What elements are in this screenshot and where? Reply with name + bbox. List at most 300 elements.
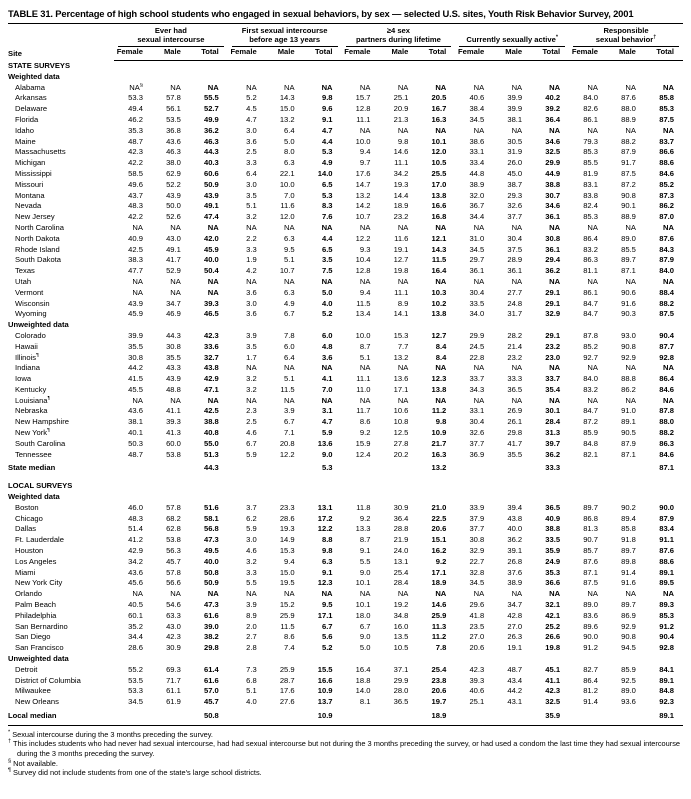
- value-cell: NA: [663, 276, 674, 286]
- value-cell: 92.8: [659, 643, 674, 653]
- group-label-line2: sexual intercourse: [137, 34, 205, 44]
- value-cell: 12.8: [355, 266, 371, 276]
- value-cell: 57.0: [203, 686, 219, 696]
- value-cell: 10.0: [355, 330, 371, 340]
- value-cell: 15.9: [355, 438, 371, 448]
- site-cell: District of Columbia: [15, 675, 81, 685]
- value-cell: 53.8: [166, 449, 181, 459]
- table-row: [8, 697, 683, 708]
- value-cell: 15.3: [279, 546, 295, 556]
- value-cell: 42.9: [128, 546, 143, 556]
- value-cell: 37.7: [469, 438, 485, 448]
- value-cell: 32.9: [545, 309, 561, 319]
- value-cell: 45.9: [203, 244, 219, 254]
- group-label-line2: Currently sexually active: [466, 34, 556, 44]
- value-cell: 12.3: [431, 374, 447, 384]
- value-cell: 16.8: [431, 212, 447, 222]
- value-cell: 43.6: [166, 136, 181, 146]
- value-cell: 27.8: [393, 438, 409, 448]
- value-cell: 7.7: [397, 341, 409, 351]
- value-cell: 27.6: [279, 697, 295, 707]
- value-cell: NA: [511, 363, 523, 373]
- value-cell: 87.6: [659, 546, 674, 556]
- value-cell: 6.7: [284, 417, 295, 427]
- value-cell: 37.1: [393, 664, 409, 674]
- value-cell: 29.9: [545, 158, 561, 168]
- value-cell: NA: [435, 125, 447, 135]
- value-cell: 38.8: [545, 524, 561, 534]
- value-cell: NA: [549, 276, 561, 286]
- site-cell: Louisiana¶: [15, 395, 51, 405]
- value-cell: NA: [207, 276, 219, 286]
- value-cell: 33.7: [469, 374, 485, 384]
- value-cell: 89.1: [659, 675, 674, 685]
- value-cell: 53.3: [128, 686, 143, 696]
- table-row: [8, 331, 683, 342]
- value-cell: 43.0: [166, 233, 181, 243]
- value-cell: 81.1: [583, 266, 598, 276]
- table-row: [8, 611, 683, 622]
- col-site: Site: [8, 48, 22, 58]
- site-cell: Local median: [8, 708, 114, 725]
- value-cell: 43.6: [128, 567, 143, 577]
- table-row: [8, 158, 683, 169]
- value-cell: 26.3: [507, 632, 523, 642]
- value-cell: 90.5: [621, 428, 636, 438]
- value-cell: 88.2: [659, 298, 674, 308]
- footnote-marker: ¶: [8, 767, 11, 774]
- median-row: [8, 460, 683, 476]
- value-cell: 10.3: [431, 287, 447, 297]
- value-cell: 38.9: [507, 578, 523, 588]
- value-cell: 42.5: [128, 244, 143, 254]
- value-cell: NA: [625, 222, 636, 232]
- value-cell: 28.2: [507, 330, 523, 340]
- value-cell: 89.7: [583, 502, 598, 512]
- value-cell: NA: [397, 82, 409, 92]
- value-cell: 85.3: [583, 147, 598, 157]
- value-cell: 55.0: [203, 438, 219, 448]
- value-cell: 25.9: [279, 664, 295, 674]
- value-cell: 30.4: [469, 417, 485, 427]
- value-cell: 19.2: [393, 600, 409, 610]
- value-cell: 43.4: [507, 675, 523, 685]
- value-cell: 35.2: [128, 621, 143, 631]
- value-cell: 48.3: [128, 513, 143, 523]
- value-cell: NA: [321, 363, 333, 373]
- value-cell: 2.5: [246, 417, 257, 427]
- value-cell: 85.8: [621, 524, 636, 534]
- value-cell: 34.3: [469, 384, 485, 394]
- value-cell: 93.6: [621, 697, 636, 707]
- site-cell: Chicago: [15, 513, 43, 523]
- value-cell: 36.5: [545, 502, 561, 512]
- value-cell: 84.7: [583, 406, 598, 416]
- value-cell: 49.1: [203, 201, 219, 211]
- section-label: LOCAL SURVEYS: [8, 481, 73, 491]
- value-cell: 41.8: [469, 610, 485, 620]
- value-cell: 33.7: [545, 374, 561, 384]
- group-header-row: [8, 24, 683, 47]
- value-cell: 8.6: [284, 632, 295, 642]
- value-cell: 3.5: [246, 190, 257, 200]
- col-total: Total: [417, 47, 455, 60]
- value-cell: 41.2: [128, 535, 143, 545]
- value-cell: 34.7: [166, 298, 181, 308]
- value-cell: NA§: [129, 82, 143, 92]
- value-cell: 43.6: [128, 406, 143, 416]
- value-cell: 39.9: [507, 104, 523, 114]
- footnote-marker: §: [8, 758, 12, 765]
- value-cell: NA: [473, 125, 485, 135]
- value-cell: 40.8: [203, 428, 219, 438]
- value-cell: NA: [511, 395, 523, 405]
- value-cell: 39.7: [545, 438, 561, 448]
- value-cell: 7.8: [435, 643, 447, 653]
- value-cell: 91.2: [583, 643, 598, 653]
- value-cell: 4.4: [321, 233, 333, 243]
- value-cell: 14.3: [279, 93, 295, 103]
- value-cell: 39.0: [203, 621, 219, 631]
- value-cell: NA: [663, 82, 674, 92]
- site-cell: Philadelphia: [15, 610, 57, 620]
- value-cell: 84.8: [659, 686, 674, 696]
- value-cell: 33.9: [469, 502, 485, 512]
- value-cell: 84.8: [583, 438, 598, 448]
- table-row: [8, 450, 683, 461]
- value-cell: 87.9: [659, 255, 674, 265]
- value-cell: 85.2: [583, 341, 598, 351]
- value-cell: 86.1: [583, 114, 598, 124]
- value-cell: 85.7: [583, 546, 598, 556]
- value-cell: 31.7: [507, 309, 523, 319]
- value-cell: 11.6: [394, 233, 409, 243]
- value-cell: 5.2: [321, 643, 333, 653]
- value-cell: 44.2: [128, 363, 143, 373]
- site-cell: Mississippi: [15, 168, 52, 178]
- value-cell: 36.1: [507, 266, 523, 276]
- value-cell: 16.2: [431, 546, 447, 556]
- value-cell: 50.8: [190, 708, 228, 725]
- table-row: [8, 223, 683, 234]
- value-cell: 26.6: [545, 632, 561, 642]
- value-cell: 19.1: [507, 643, 523, 653]
- value-cell: 92.8: [659, 352, 674, 362]
- value-cell: [379, 708, 417, 725]
- value-cell: 4.0: [321, 298, 333, 308]
- value-cell: 5.2: [321, 309, 333, 319]
- value-cell: NA: [397, 363, 409, 373]
- value-cell: NA: [587, 276, 598, 286]
- table-row: [8, 643, 683, 654]
- value-cell: 13.7: [317, 697, 333, 707]
- site-cell: Montana: [15, 190, 45, 200]
- value-cell: 35.4: [545, 384, 561, 394]
- value-cell: 42.2: [128, 158, 143, 168]
- value-cell: 88.0: [621, 104, 636, 114]
- value-cell: NA: [207, 222, 219, 232]
- value-cell: 15.7: [355, 93, 371, 103]
- footnote-marker: ¶: [47, 428, 51, 434]
- value-cell: 55.5: [203, 93, 219, 103]
- value-cell: 25.2: [545, 621, 561, 631]
- value-cell: 87.9: [659, 513, 674, 523]
- value-cell: 27.0: [507, 621, 523, 631]
- value-cell: 83.2: [583, 384, 598, 394]
- value-cell: 2.8: [246, 643, 257, 653]
- value-cell: 89.4: [621, 513, 636, 523]
- value-cell: 3.2: [246, 374, 257, 384]
- value-cell: 34.5: [469, 244, 485, 254]
- site-cell: South Dakota: [15, 255, 62, 265]
- site-cell: Miami: [15, 567, 36, 577]
- value-cell: 40.9: [545, 513, 561, 523]
- value-cell: 87.5: [659, 114, 674, 124]
- site-cell: Palm Beach: [15, 600, 56, 610]
- value-cell: 21.7: [431, 438, 447, 448]
- value-cell: 11.6: [280, 201, 295, 211]
- value-cell: 11.1: [394, 158, 409, 168]
- value-cell: 84.6: [659, 168, 674, 178]
- value-cell: 82.1: [583, 449, 598, 459]
- value-cell: 11.2: [431, 406, 447, 416]
- value-cell: 3.1: [321, 406, 333, 416]
- value-cell: 31.9: [507, 147, 523, 157]
- value-cell: 10.5: [393, 643, 409, 653]
- value-cell: 44.9: [545, 168, 561, 178]
- value-cell: 61.4: [203, 664, 219, 674]
- table-row: [8, 277, 683, 288]
- value-cell: 6.2: [246, 513, 257, 523]
- value-cell: 50.4: [203, 266, 219, 276]
- value-cell: 4.1: [321, 374, 333, 384]
- value-cell: [379, 460, 417, 476]
- value-cell: 9.2: [359, 513, 371, 523]
- value-cell: 15.0: [279, 567, 295, 577]
- value-cell: 88.6: [659, 158, 674, 168]
- value-cell: 5.0: [284, 136, 295, 146]
- value-cell: 10.5: [431, 158, 447, 168]
- table-row: [8, 299, 683, 310]
- value-cell: 25.4: [393, 567, 409, 577]
- value-cell: 16.4: [355, 664, 371, 674]
- value-cell: 81.3: [583, 524, 598, 534]
- value-cell: NA: [170, 287, 181, 297]
- value-cell: 18.8: [355, 675, 371, 685]
- value-cell: 92.3: [659, 697, 674, 707]
- col-female: Female: [228, 47, 266, 60]
- value-cell: 89.1: [621, 417, 636, 427]
- value-cell: [114, 708, 152, 725]
- value-cell: 8.4: [435, 341, 447, 351]
- value-cell: 12.0: [279, 212, 295, 222]
- value-cell: 90.8: [621, 632, 636, 642]
- value-cell: NA: [435, 395, 447, 405]
- value-cell: 35.3: [128, 125, 143, 135]
- value-cell: 48.7: [128, 136, 143, 146]
- value-cell: 87.6: [621, 93, 636, 103]
- value-cell: NA: [321, 276, 333, 286]
- value-cell: 49.5: [203, 546, 219, 556]
- value-cell: 44.8: [469, 168, 485, 178]
- value-cell: 37.7: [507, 212, 523, 222]
- value-cell: 36.2: [507, 535, 523, 545]
- value-cell: 90.4: [659, 632, 674, 642]
- value-cell: 53.5: [166, 114, 181, 124]
- site-cell: Alabama: [15, 82, 45, 92]
- value-cell: 38.9: [469, 179, 485, 189]
- value-cell: 39.3: [469, 675, 485, 685]
- table-row: [8, 428, 683, 439]
- value-cell: 41.3: [166, 428, 181, 438]
- value-cell: 85.3: [659, 104, 674, 114]
- value-cell: NA: [207, 589, 219, 599]
- col-total: Total: [304, 47, 342, 60]
- value-cell: 9.8: [321, 93, 333, 103]
- value-cell: 29.8: [203, 643, 219, 653]
- value-cell: 91.7: [621, 158, 636, 168]
- value-cell: 20.2: [393, 449, 409, 459]
- value-cell: 6.0: [321, 330, 333, 340]
- value-cell: 50.0: [166, 201, 181, 211]
- value-cell: 9.0: [359, 632, 371, 642]
- value-cell: NA: [625, 82, 636, 92]
- value-cell: 87.3: [659, 190, 674, 200]
- value-cell: 46.9: [166, 309, 181, 319]
- median-row: [8, 708, 683, 725]
- value-cell: 6.5: [321, 244, 333, 254]
- value-cell: 11.7: [356, 406, 371, 416]
- value-cell: 45.5: [128, 384, 143, 394]
- value-cell: 62.8: [166, 524, 181, 534]
- value-cell: 91.4: [583, 697, 598, 707]
- value-cell: 34.5: [469, 578, 485, 588]
- value-cell: 49.9: [203, 114, 219, 124]
- value-cell: NA: [321, 222, 333, 232]
- value-cell: 39.9: [507, 93, 523, 103]
- value-cell: 89.7: [621, 600, 636, 610]
- value-cell: 36.8: [166, 125, 181, 135]
- value-cell: 83.4: [659, 524, 674, 534]
- section-label: STATE SURVEYS: [8, 60, 71, 70]
- value-cell: 3.9: [246, 600, 257, 610]
- value-cell: 35.5: [166, 352, 181, 362]
- table-row: [8, 600, 683, 611]
- value-cell: NA: [397, 125, 409, 135]
- value-cell: 5.1: [246, 201, 257, 211]
- value-cell: NA: [132, 276, 143, 286]
- value-cell: 9.2: [435, 556, 447, 566]
- value-cell: 13.2: [279, 114, 295, 124]
- value-cell: 87.6: [583, 556, 598, 566]
- col-group-before-age-13: [228, 24, 342, 47]
- value-cell: 91.0: [621, 406, 636, 416]
- value-cell: 14.2: [355, 201, 371, 211]
- site-cell: San Diego: [15, 632, 51, 642]
- value-cell: NA: [284, 82, 295, 92]
- value-cell: 91.4: [621, 567, 636, 577]
- value-cell: 10.6: [393, 406, 409, 416]
- value-cell: 8.0: [284, 147, 295, 157]
- value-cell: 85.8: [659, 93, 674, 103]
- value-cell: 13.3: [355, 524, 371, 534]
- value-cell: 87.1: [621, 449, 636, 459]
- value-cell: 25.1: [393, 93, 409, 103]
- value-cell: 4.8: [321, 341, 333, 351]
- value-cell: 23.8: [431, 675, 447, 685]
- value-cell: 19.3: [279, 524, 295, 534]
- value-cell: 84.3: [659, 244, 674, 254]
- value-cell: 22.5: [431, 513, 447, 523]
- value-cell: 13.2: [355, 190, 371, 200]
- site-cell: Los Angeles: [15, 556, 57, 566]
- table-row: [8, 363, 683, 374]
- table-row: [8, 417, 683, 428]
- footnotes: [8, 730, 683, 778]
- value-cell: 39.4: [507, 502, 523, 512]
- value-cell: 45.0: [507, 168, 523, 178]
- value-cell: 4.7: [246, 114, 257, 124]
- value-cell: 21.9: [393, 535, 409, 545]
- value-cell: 34.2: [128, 556, 143, 566]
- value-cell: 40.6: [469, 93, 485, 103]
- value-cell: NA: [435, 589, 447, 599]
- col-female: Female: [569, 47, 607, 60]
- value-cell: NA: [397, 276, 409, 286]
- value-cell: 49.4: [128, 104, 143, 114]
- value-cell: 83.1: [583, 179, 598, 189]
- value-cell: 16.7: [431, 104, 447, 114]
- value-cell: NA: [435, 363, 447, 373]
- value-cell: 84.0: [583, 374, 598, 384]
- value-cell: NA: [207, 287, 219, 297]
- value-cell: 10.0: [355, 136, 371, 146]
- value-cell: 7.3: [246, 664, 257, 674]
- value-cell: 20.6: [431, 686, 447, 696]
- value-cell: 7.5: [321, 266, 333, 276]
- value-cell: 11.8: [356, 502, 371, 512]
- value-cell: 15.0: [279, 104, 295, 114]
- value-cell: 30.9: [393, 502, 409, 512]
- table-row: [8, 503, 683, 514]
- value-cell: 45.6: [128, 578, 143, 588]
- value-cell: 42.9: [203, 374, 219, 384]
- value-cell: 88.8: [621, 374, 636, 384]
- value-cell: 30.8: [545, 233, 561, 243]
- value-cell: 44.3: [203, 147, 219, 157]
- col-group-4plus-partners: [342, 24, 456, 47]
- value-cell: 87.2: [621, 179, 636, 189]
- value-cell: 87.2: [583, 417, 598, 427]
- value-cell: 8.7: [359, 341, 371, 351]
- value-cell: 85.3: [583, 212, 598, 222]
- value-cell: 83.2: [583, 244, 598, 254]
- value-cell: NA: [549, 82, 561, 92]
- value-cell: 42.3: [166, 632, 181, 642]
- value-cell: 24.0: [393, 546, 409, 556]
- value-cell: 89.3: [659, 600, 674, 610]
- value-cell: 11.5: [280, 384, 295, 394]
- value-cell: 89.1: [645, 708, 683, 725]
- value-cell: NA: [246, 395, 257, 405]
- value-cell: 10.9: [431, 428, 447, 438]
- value-cell: 17.1: [393, 384, 409, 394]
- site-cell: State median: [8, 463, 56, 473]
- value-cell: 6.7: [246, 438, 257, 448]
- value-cell: 1.9: [246, 255, 257, 265]
- value-cell: NA: [625, 363, 636, 373]
- value-cell: 40.5: [128, 600, 143, 610]
